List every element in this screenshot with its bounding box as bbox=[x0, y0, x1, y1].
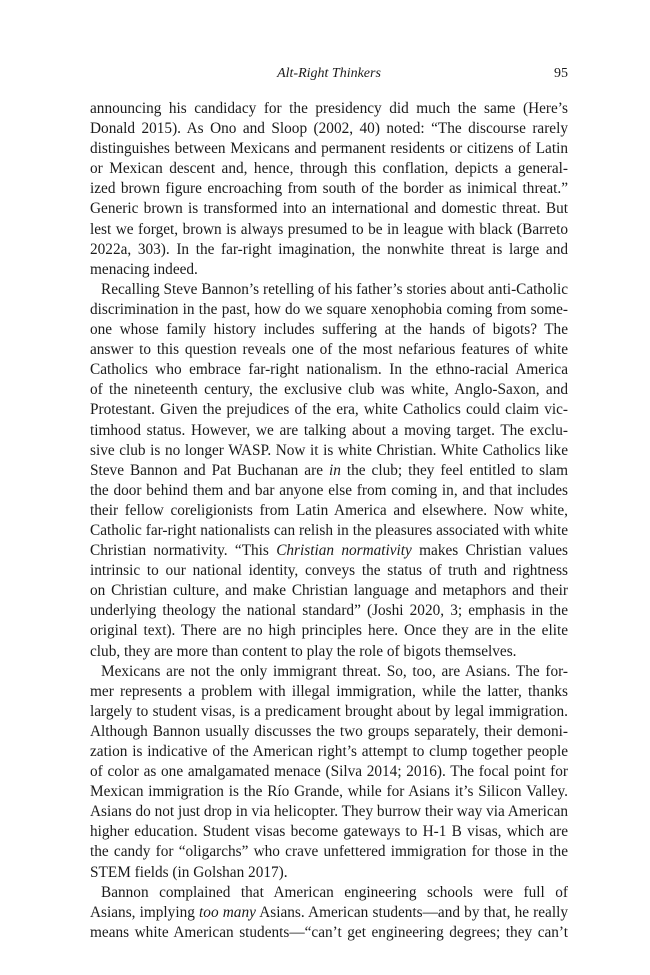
text-line bbox=[90, 179, 568, 199]
text-line bbox=[90, 220, 568, 240]
text-line bbox=[90, 581, 568, 601]
text-run: or Mexican descent and, hence, through this conflation, depicts a general- bbox=[90, 160, 568, 178]
text-line bbox=[90, 280, 568, 300]
text-line bbox=[90, 601, 568, 621]
text-run: the club; they feel entitled to slam bbox=[340, 461, 568, 479]
text-run: one whose family history includes suffering at the hands of bigots? The bbox=[90, 321, 568, 339]
text-line bbox=[90, 461, 568, 481]
text-line bbox=[90, 360, 568, 380]
text-run: makes Christian values bbox=[411, 542, 568, 560]
running-head bbox=[90, 66, 568, 86]
text-line bbox=[90, 863, 568, 883]
text-line bbox=[90, 380, 568, 400]
text-run: higher education. Student visas become gateways to H-1 B visas, which are bbox=[90, 823, 568, 841]
text-run: Although Bannon usually discusses the two groups separately, their demoni- bbox=[90, 722, 568, 740]
text-run: of the nineteenth century, the exclusive club was white, Anglo-Saxon, and bbox=[90, 381, 568, 399]
text-line bbox=[90, 441, 568, 461]
text-run: distinguishes between Mexicans and permanent residents or citizens of Latin bbox=[90, 140, 568, 158]
text-line bbox=[90, 541, 568, 561]
text-run: the door behind them and bar anyone else from coming in, and that includes bbox=[90, 481, 568, 499]
text-line bbox=[90, 400, 568, 420]
text-run: on Christian culture, and make Christian language and metaphors and their bbox=[90, 582, 568, 600]
text-run: answer to this question reveals one of the most nefarious features of white bbox=[90, 341, 568, 359]
text-line bbox=[90, 842, 568, 862]
text-line bbox=[90, 320, 568, 340]
text-run: largely to student visas, is a predicament brought about by legal immigration. bbox=[90, 702, 568, 720]
page-number: 95 bbox=[554, 66, 568, 81]
text-run: Asians, implying bbox=[90, 903, 200, 921]
text-line bbox=[90, 822, 568, 842]
text-line bbox=[90, 199, 568, 219]
text-run: Recalling Steve Bannon’s retelling of his father’s stories about anti-Catholic bbox=[101, 280, 568, 298]
text-run: lest we forget, brown is always presumed to be in league with black (Barreto bbox=[90, 220, 568, 238]
text-run: Donald 2015). As Ono and Sloop (2002, 40) noted: “The discourse rarely bbox=[90, 120, 568, 138]
text-run: underlying theology the national standard” (Joshi 2020, 3; emphasis in the bbox=[90, 602, 568, 620]
text-run: Asians do not just drop in via helicopter. They burrow their way via American bbox=[90, 803, 568, 821]
text-run: Steve Bannon and Pat Buchanan are bbox=[90, 461, 329, 479]
text-run: sive club is no longer WASP. Now it is white Christian. White Catholics like bbox=[90, 441, 568, 459]
text-line bbox=[90, 682, 568, 702]
text-line bbox=[90, 662, 568, 682]
text-line bbox=[90, 561, 568, 581]
text-run: Asians. American students—and by that, he really bbox=[255, 903, 568, 921]
text-run: club, they are more than content to play the role of bigots themselves. bbox=[90, 642, 517, 660]
text-line bbox=[90, 883, 568, 903]
text-run: menacing indeed. bbox=[90, 260, 198, 278]
text-run: Generic brown is transformed into an international and domestic threat. But bbox=[90, 200, 568, 218]
text-line bbox=[90, 621, 568, 641]
text-line bbox=[90, 99, 568, 119]
text-run: Catholics who embrace far-right nationalism. In the ethno-racial America bbox=[90, 361, 568, 379]
text-run: Protestant. Given the prejudices of the era, white Catholics could claim vic- bbox=[90, 401, 568, 419]
text-line bbox=[90, 139, 568, 159]
text-line bbox=[90, 240, 568, 260]
text-run: the candy for “oligarchs” who crave unfettered immigration for those in the bbox=[90, 843, 568, 861]
text-line bbox=[90, 421, 568, 441]
text-line bbox=[90, 260, 568, 280]
text-run: Christian normativity. “This bbox=[90, 542, 277, 560]
text-run: mer represents a problem with illegal immigration, while the latter, thanks bbox=[90, 682, 568, 700]
text-run: timhood status. However, we are talking about a moving target. The exclu- bbox=[90, 421, 568, 439]
text-line bbox=[90, 742, 568, 762]
text-line bbox=[90, 340, 568, 360]
text-run: ized brown figure encroaching from south of the border as inimical threat.” bbox=[90, 180, 568, 198]
text-run: discrimination in the past, how do we square xenophobia coming from some- bbox=[90, 300, 568, 318]
text-line bbox=[90, 702, 568, 722]
text-line bbox=[90, 802, 568, 822]
italic-text: too many bbox=[199, 903, 256, 921]
text-run: their fellow coreligionists from Latin America and elsewhere. Now white, bbox=[90, 501, 568, 519]
text-line bbox=[90, 642, 568, 662]
text-run: announcing his candidacy for the presidency did much the same (Here’s bbox=[90, 100, 568, 117]
text-run: Bannon complained that American engineering schools were full of bbox=[101, 883, 568, 901]
text-run: Mexican immigration is the Río Grande, while for Asians it’s Silicon Valley. bbox=[90, 783, 568, 801]
text-run: intrinsic to our national identity, conveys the status of truth and rightness bbox=[90, 562, 568, 580]
text-run: zation is indicative of the American right’s attempt to clump together people bbox=[90, 743, 568, 760]
text-run: means white American students—“can’t get engineering degrees; they can’t bbox=[90, 923, 568, 941]
text-line bbox=[90, 762, 568, 782]
text-line bbox=[90, 722, 568, 742]
text-run: Mexicans are not the only immigrant threat. So, too, are Asians. The for- bbox=[101, 662, 568, 680]
text-run: original text). There are no high principles here. Once they are in the elite bbox=[90, 622, 568, 640]
italic-text: in bbox=[328, 461, 341, 479]
text-run: STEM fields (in Golshan 2017). bbox=[90, 863, 288, 881]
text-line bbox=[90, 300, 568, 320]
italic-text: Christian normativity bbox=[276, 542, 412, 560]
text-line bbox=[90, 782, 568, 802]
text-line bbox=[90, 481, 568, 501]
text-line bbox=[90, 159, 568, 179]
text-line bbox=[90, 119, 568, 139]
text-run: Catholic far-right nationalists can relish in the pleasures associated with white bbox=[90, 521, 568, 539]
text-line bbox=[90, 521, 568, 541]
text-line bbox=[90, 501, 568, 521]
text-line bbox=[90, 923, 568, 943]
body-text bbox=[90, 99, 568, 943]
text-run: of color as one amalgamated menace (Silva 2014; 2016). The focal point for bbox=[90, 763, 568, 781]
text-run: 2022a, 303). In the far-right imagination, the nonwhite threat is large and bbox=[90, 240, 568, 258]
text-line bbox=[90, 903, 568, 923]
running-title: Alt-Right Thinkers bbox=[277, 66, 381, 81]
